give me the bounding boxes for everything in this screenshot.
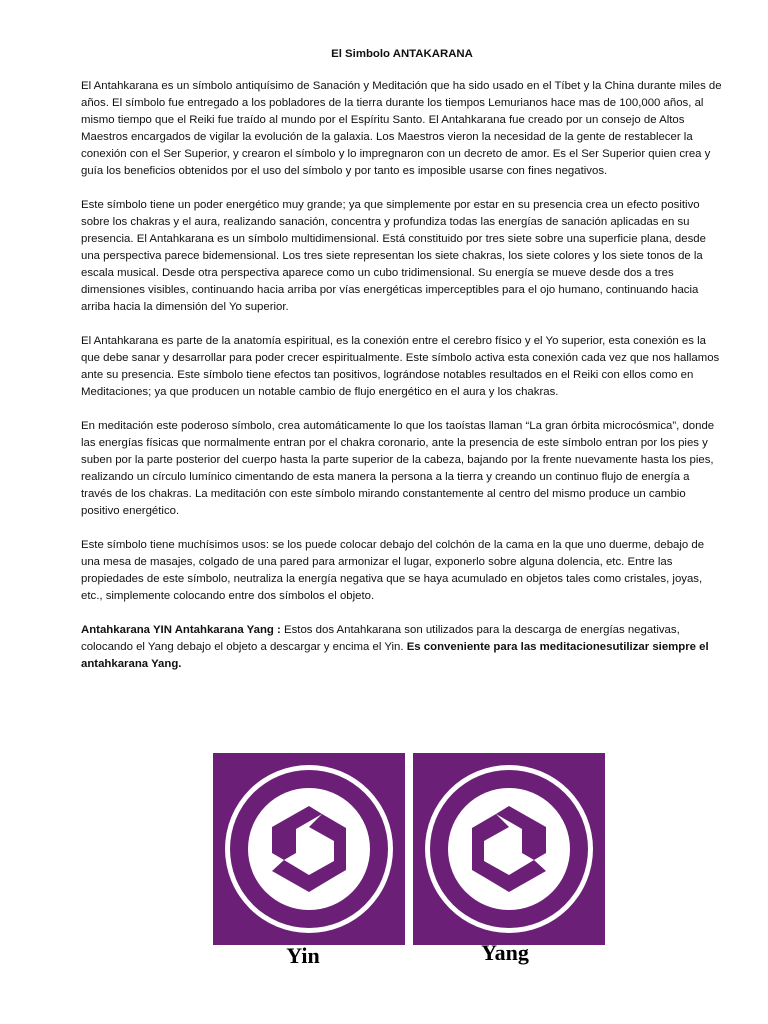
yin-yang-recommendation: Es conveniente para las meditacionesutilizar siempre el antahkarana Yang. [81, 641, 709, 670]
paragraph-anatomy: El Antahkarana es parte de la anatomía espiritual, es la conexión entre el cerebro físico y el Yo superior, esta conexión es la que debe sanar y desarrollar para poder crecer espiritualmente. Este símbolo activa esta conexión cada vez que nos hallamos ante su presencia. Este símbolo tiene efectos tan positivos, lográndose notables resultados en el Reiki con ellos como en Meditaciones; ya que producen un notable cambio de flujo energético en el aura y los chakras. [81, 335, 720, 398]
paragraph-yin-yang [81, 622, 723, 673]
yin-caption: Yin [286, 943, 320, 968]
antahkarana-yin-icon [213, 753, 405, 945]
yang-caption: Yang [481, 940, 529, 965]
paragraph-origin: El Antahkarana es un símbolo antiquísimo de Sanación y Meditación que ha sido usado en el Tíbet y la China durante miles de años. El símbolo fue entregado a los pobladores de la tierra durante los tiempos Lemurianos hace mas de 100,000 años, al mismo tiempo que el Reiki fue traído al mundo por el Espíritu Santo. El Antahkarana fue creado por un consejo de Altos Maestros encargados de vigilar la evolución de la galaxia. Los Maestros vieron la necesidad de la gente de restablecer la conexión con el Ser Superior, y crearon el símbolo y lo impregnaron con un decreto de amor. Es el Ser Superior quien crea y guía los beneficios obtenidos por el uso del símbolo y por tanto es imposible usarse con fines negativos. [81, 80, 722, 177]
yin-yang-text: Estos dos Antahkarana son utilizados para la descarga de energías negativas, colocando el Yang debajo el objeto a descargar y encima el Yin. [81, 624, 680, 653]
paragraph-energy: Este símbolo tiene un poder energético muy grande; ya que simplemente por estar en su presencia crea un efecto positivo sobre los chakras y el aura, realizando sanación, concentra y profundiza todas las energías de sanación aplicadas en su presencia. El Antahkarana es un símbolo multidimensional. Está constituido por tres siete sobre una superficie plana, desde una perspectiva parece bidemensional. Los tres siete representan los siete chakras, los siete colores y los siete tonos de la escala musical. Desde otra perspectiva aparece como un cubo tridimensional. Su energía se mueve desde dos a tres dimensiones visibles, continuando hacia arriba por vías energéticas imperceptibles para el ojo humano, continuando hacia arriba hacia la dimensión del Yo superior. [81, 199, 706, 313]
symbols-section [0, 753, 768, 973]
antahkarana-yang-icon [413, 753, 605, 945]
paragraph-meditation: En meditación este poderoso símbolo, crea automáticamente lo que los taoístas llaman “La gran órbita microcósmica”, donde las energías físicas que normalmente entran por el chakra coronario, ante la presencia de este símbolo entran por los pies y suben por la parte posterior del cuerpo hasta la parte superior de la cabeza, bajando por la frente nuevamente hasta los pies, realizando un círculo lumínico cimentando de esta manera la persona a la tierra y creando un continuo flujo de energía a través de los chakras. La meditación con este símbolo mirando constantemente al centro del mismo produce un cambio positivo energético. [81, 420, 715, 517]
page-title: El Simbolo ANTAKARANA [331, 48, 473, 60]
yin-yang-lead: Antahkarana YIN Antahkarana Yang : [81, 624, 281, 636]
document-page [81, 46, 723, 690]
paragraph-uses: Este símbolo tiene muchísimos usos: se los puede colocar debajo del colchón de la cama en la que uno duerme, debajo de una mesa de masajes, colgado de una pared para armonizar el lugar, exponerlo sobre alguna dolencia, etc. Entre las propiedades de este símbolo, neutraliza la energía negativa que se haya acumulado en objetos tales como cristales, joyas, etc., simplemente colocando entre dos símbolos el objeto. [81, 539, 705, 602]
